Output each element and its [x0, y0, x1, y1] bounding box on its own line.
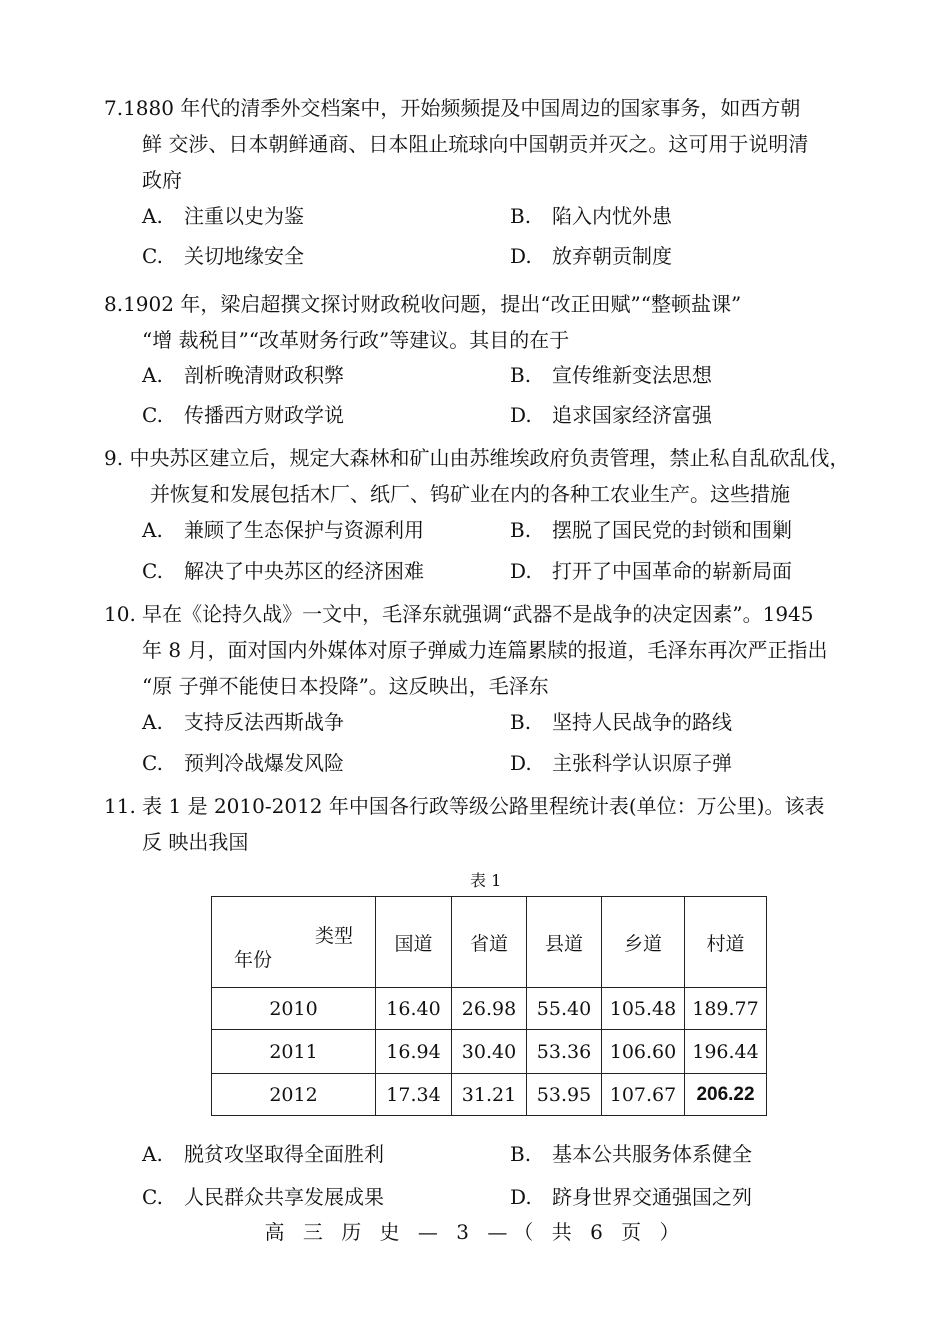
- q10-stem-line3: “原 子弹不能使日本投降”。这反映出，毛泽东: [142, 674, 549, 698]
- value-cell: 107.67: [602, 1074, 685, 1116]
- q11-option-b: B. 基本公共服务体系健全: [510, 1142, 752, 1166]
- value-cell: 196.44: [685, 1030, 767, 1074]
- corner-type-label: 类型: [314, 925, 353, 947]
- value-cell: 106.60: [602, 1030, 685, 1074]
- q11-option-a: A. 脱贫攻坚取得全面胜利: [142, 1142, 384, 1166]
- value-cell: 26.98: [452, 988, 527, 1030]
- q11-option-d: D. 跻身世界交通强国之列: [510, 1185, 752, 1209]
- q8-option-a: A. 剖析晚清财政积弊: [142, 363, 344, 387]
- q7-stem-line3: 政府: [142, 168, 182, 192]
- q8-option-d: D. 追求国家经济富强: [510, 403, 712, 427]
- table-row: [212, 1030, 767, 1074]
- value-cell: 206.22: [685, 1074, 767, 1116]
- table-caption: 表 1: [470, 871, 502, 890]
- table-row: [212, 1074, 767, 1116]
- year-cell: 2010: [212, 988, 376, 1030]
- header-cell: 乡道: [602, 897, 685, 988]
- value-cell: 16.40: [376, 988, 452, 1030]
- q10-stem-line1: 10. 早在《论持久战》一文中，毛泽东就强调“武器不是战争的决定因素”。1945: [104, 602, 814, 626]
- q7-option-a: A. 注重以史为鉴: [142, 204, 304, 228]
- q7-option-c: C. 关切地缘安全: [142, 244, 304, 268]
- q7-option-d: D. 放弃朝贡制度: [510, 244, 672, 268]
- q9-option-d: D. 打开了中国革命的崭新局面: [510, 559, 792, 583]
- road-mileage-table: [211, 896, 767, 1116]
- q10-option-b: B. 坚持人民战争的路线: [510, 710, 732, 734]
- value-cell: 30.40: [452, 1030, 527, 1074]
- year-cell: 2011: [212, 1030, 376, 1074]
- q10-option-d: D. 主张科学认识原子弹: [510, 751, 732, 775]
- value-cell: 53.36: [527, 1030, 602, 1074]
- value-cell: 16.94: [376, 1030, 452, 1074]
- year-cell: 2012: [212, 1074, 376, 1116]
- q9-option-b: B. 摆脱了国民党的封锁和围剿: [510, 518, 792, 542]
- q9-stem-line1: 9. 中央苏区建立后，规定大森林和矿山由苏维埃政府负责管理，禁止私自乱砍乱伐，: [104, 446, 850, 470]
- header-cell: 省道: [452, 897, 527, 988]
- q11-stem-line2: 反 映出我国: [142, 830, 249, 854]
- value-cell: 189.77: [685, 988, 767, 1030]
- table-row: [212, 988, 767, 1030]
- q11-stem-line1: 11. 表 1 是 2010-2012 年中国各行政等级公路里程统计表(单位：万公里)。该表: [104, 794, 825, 818]
- value-cell: 105.48: [602, 988, 685, 1030]
- q8-option-b: B. 宣传维新变法思想: [510, 363, 712, 387]
- q10-option-a: A. 支持反法西斯战争: [142, 710, 344, 734]
- q8-stem-line2: “增 裁税目”“改革财务行政”等建议。其目的在于: [142, 328, 570, 352]
- q7-option-b: B. 陷入内忧外患: [510, 204, 672, 228]
- value-cell: 17.34: [376, 1074, 452, 1116]
- q7-stem-line2: 鲜 交涉、日本朝鲜通商、日本阻止琉球向中国朝贡并灭之。这可用于说明清: [142, 132, 809, 156]
- value-cell: 55.40: [527, 988, 602, 1030]
- table-header-row: [212, 897, 767, 988]
- page-footer: 高 三 历 史 — 3 —（ 共 6 页 ）: [264, 1220, 686, 1244]
- q9-option-a: A. 兼顾了生态保护与资源利用: [142, 518, 424, 542]
- q10-stem-line2: 年 8 月，面对国内外媒体对原子弹威力连篇累牍的报道，毛泽东再次严正指出: [142, 638, 828, 662]
- q9-stem-line2: 并恢复和发展包括木厂、纸厂、钨矿业在内的各种工农业生产。这些措施: [150, 482, 790, 506]
- header-cell: 国道: [376, 897, 452, 988]
- value-cell: 31.21: [452, 1074, 527, 1116]
- header-cell: 村道: [685, 897, 767, 988]
- q10-option-c: C. 预判冷战爆发风险: [142, 751, 344, 775]
- q8-option-c: C. 传播西方财政学说: [142, 403, 344, 427]
- value-cell: 53.95: [527, 1074, 602, 1116]
- q9-option-c: C. 解决了中央苏区的经济困难: [142, 559, 424, 583]
- q11-option-c: C. 人民群众共享发展成果: [142, 1185, 384, 1209]
- corner-year-label: 年份: [234, 949, 273, 971]
- header-cell: 县道: [527, 897, 602, 988]
- q7-stem-line1: 7.1880 年代的清季外交档案中，开始频频提及中国周边的国家事务，如西方朝: [104, 96, 801, 120]
- table-corner-cell: [212, 897, 376, 988]
- q8-stem-line1: 8.1902 年，梁启超撰文探讨财政税收问题，提出“改正田赋”“整顿盐课”: [104, 292, 742, 316]
